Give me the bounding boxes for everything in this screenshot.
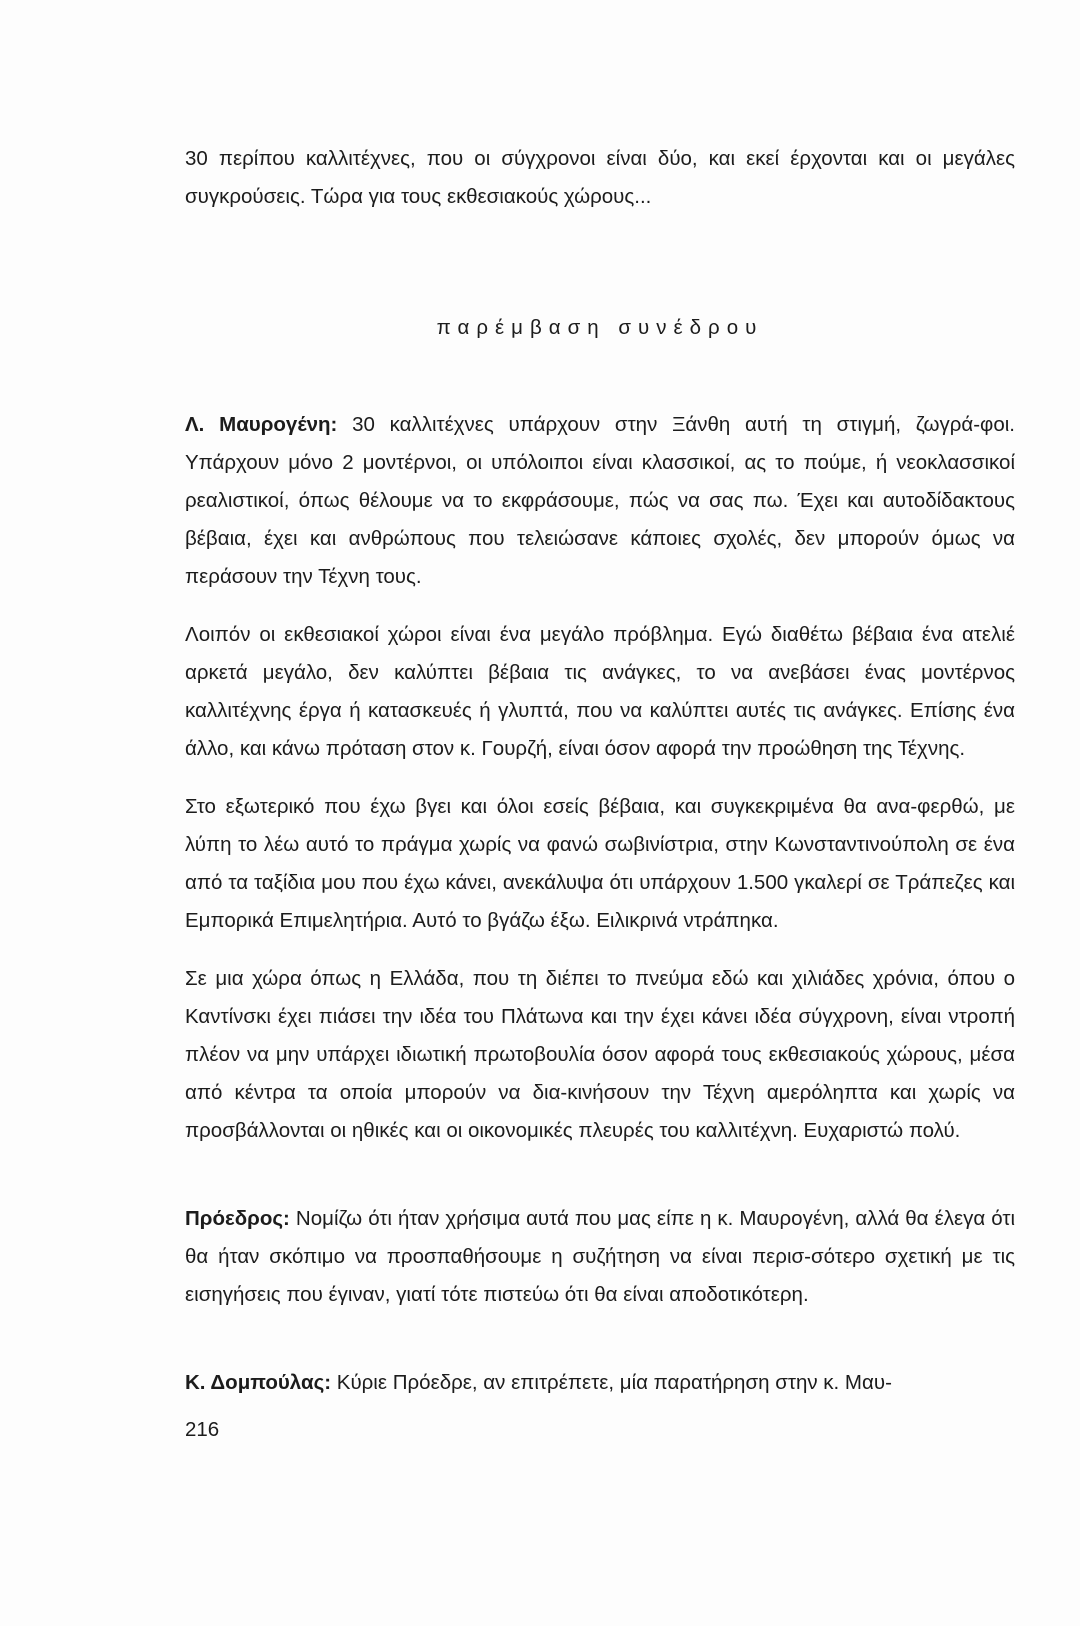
president-text: Νομίζω ότι ήταν χρήσιμα αυτά που μας είπε η κ. Μαυρογένη, αλλά θα έλεγα ότι θα ήταν σκόπιμο να προσπαθήσουμε η συζήτηση να είναι περισ-σότερο σχετική με τις εισηγήσεις που έγιναν, γιατί τότε πιστεύω ότι θα είναι αποδοτικότερη.	[185, 1207, 1015, 1306]
mavrogeni-paragraph-2: Λοιπόν οι εκθεσιακοί χώροι είναι ένα μεγάλο πρόβλημα. Εγώ διαθέτω βέβαια ένα ατελιέ αρκετά μεγάλο, δεν καλύπτει βέβαια τις ανάγκες, το να ανεβάσει ένας μοντέρνος καλλιτέχνης έργα ή κατασκευές ή γλυπτά, που να καλύπτει αυτές τις ανάγκες. Επίσης ένα άλλο, και κάνω πρόταση στον κ. Γουρζή, είναι όσον αφορά την προώθηση της Τέχνης.	[185, 623, 1015, 760]
speaker-dompoulas: Κ. Δομπούλας:	[185, 1371, 332, 1394]
president-paragraph	[185, 1200, 1015, 1314]
intro-paragraph: 30 περίπου καλλιτέχνες, που οι σύγχρονοι είναι δύο, και εκεί έρχονται και οι μεγάλες συγκρούσεις. Τώρα για τους εκθεσιακούς χώρους...	[185, 147, 1015, 208]
mavrogeni-paragraph-4: Σε μια χώρα όπως η Ελλάδα, που τη διέπει το πνεύμα εδώ και χιλιάδες χρόνια, όπου ο Καντίνσκι έχει πιάσει την ιδέα του Πλάτωνα και την έχει κάνει ιδέα σύγχρονη, είναι ντροπή πλέον να μην υπάρχει ιδιωτική πρωτοβουλία όσον αφορά τους εκθεσιακούς χώρους, μέσα από κέντρα τα οποία μπορούν να δια-κινήσουν την Τέχνη αμερόληπτα και χωρίς να προσβάλλονται οι ηθικές και οι οικονομικές πλευρές του καλλιτέχνη. Ευχαριστώ πολύ.	[185, 967, 1015, 1142]
page-number: 216	[185, 1418, 220, 1441]
body-text-main	[185, 406, 1015, 1402]
aside-note: παρέμβαση συνέδρου	[436, 316, 764, 339]
speaker-mavrogeni: Λ. Μαυρογένη:	[185, 413, 338, 436]
mavrogeni-text-1: 30 καλλιτέχνες υπάρχουν στην Ξάνθη αυτή τη στιγμή, ζωγρά-φοι. Υπάρχουν μόνο 2 μοντέρνοι, οι υπόλοιποι είναι κλασσικοί, ας το πούμε, ή νεοκλασσικοί ρεαλιστικοί, όπως θέλουμε να το εκφράσουμε, πώς να σας πω. Έχει και αυτοδίδακτους βέβαια, έχει και ανθρώπους που τελειώσανε κάποιες σχολές, δεν μπορούν όμως να περάσουν την Τέχνη τους.	[185, 413, 1015, 588]
body-text-top	[185, 140, 1015, 216]
dompoulas-text: Κύριε Πρόεδρε, αν επιτρέπετε, μία παρατήρηση στην κ. Μαυ-	[336, 1371, 892, 1394]
dompoulas-paragraph	[185, 1364, 1015, 1402]
speaker-president: Πρόεδρος:	[185, 1207, 290, 1230]
mavrogeni-paragraph-1	[185, 406, 1015, 596]
mavrogeni-paragraph-3: Στο εξωτερικό που έχω βγει και όλοι εσείς βέβαια, και συγκεκριμένα θα ανα-φερθώ, με λύπη το λέω αυτό το πράγμα χωρίς να φανώ σωβινίστρια, στην Κωνσταντινούπολη σε ένα από τα ταξίδια μου που έχω κάνει, ανεκάλυψα ότι υπάρχουν 1.500 γκαλερί σε Τράπεζες και Εμπορικά Επιμελητήρια. Αυτό το βγάζω έξω. Ειλικρινά ντράπηκα.	[185, 795, 1015, 932]
